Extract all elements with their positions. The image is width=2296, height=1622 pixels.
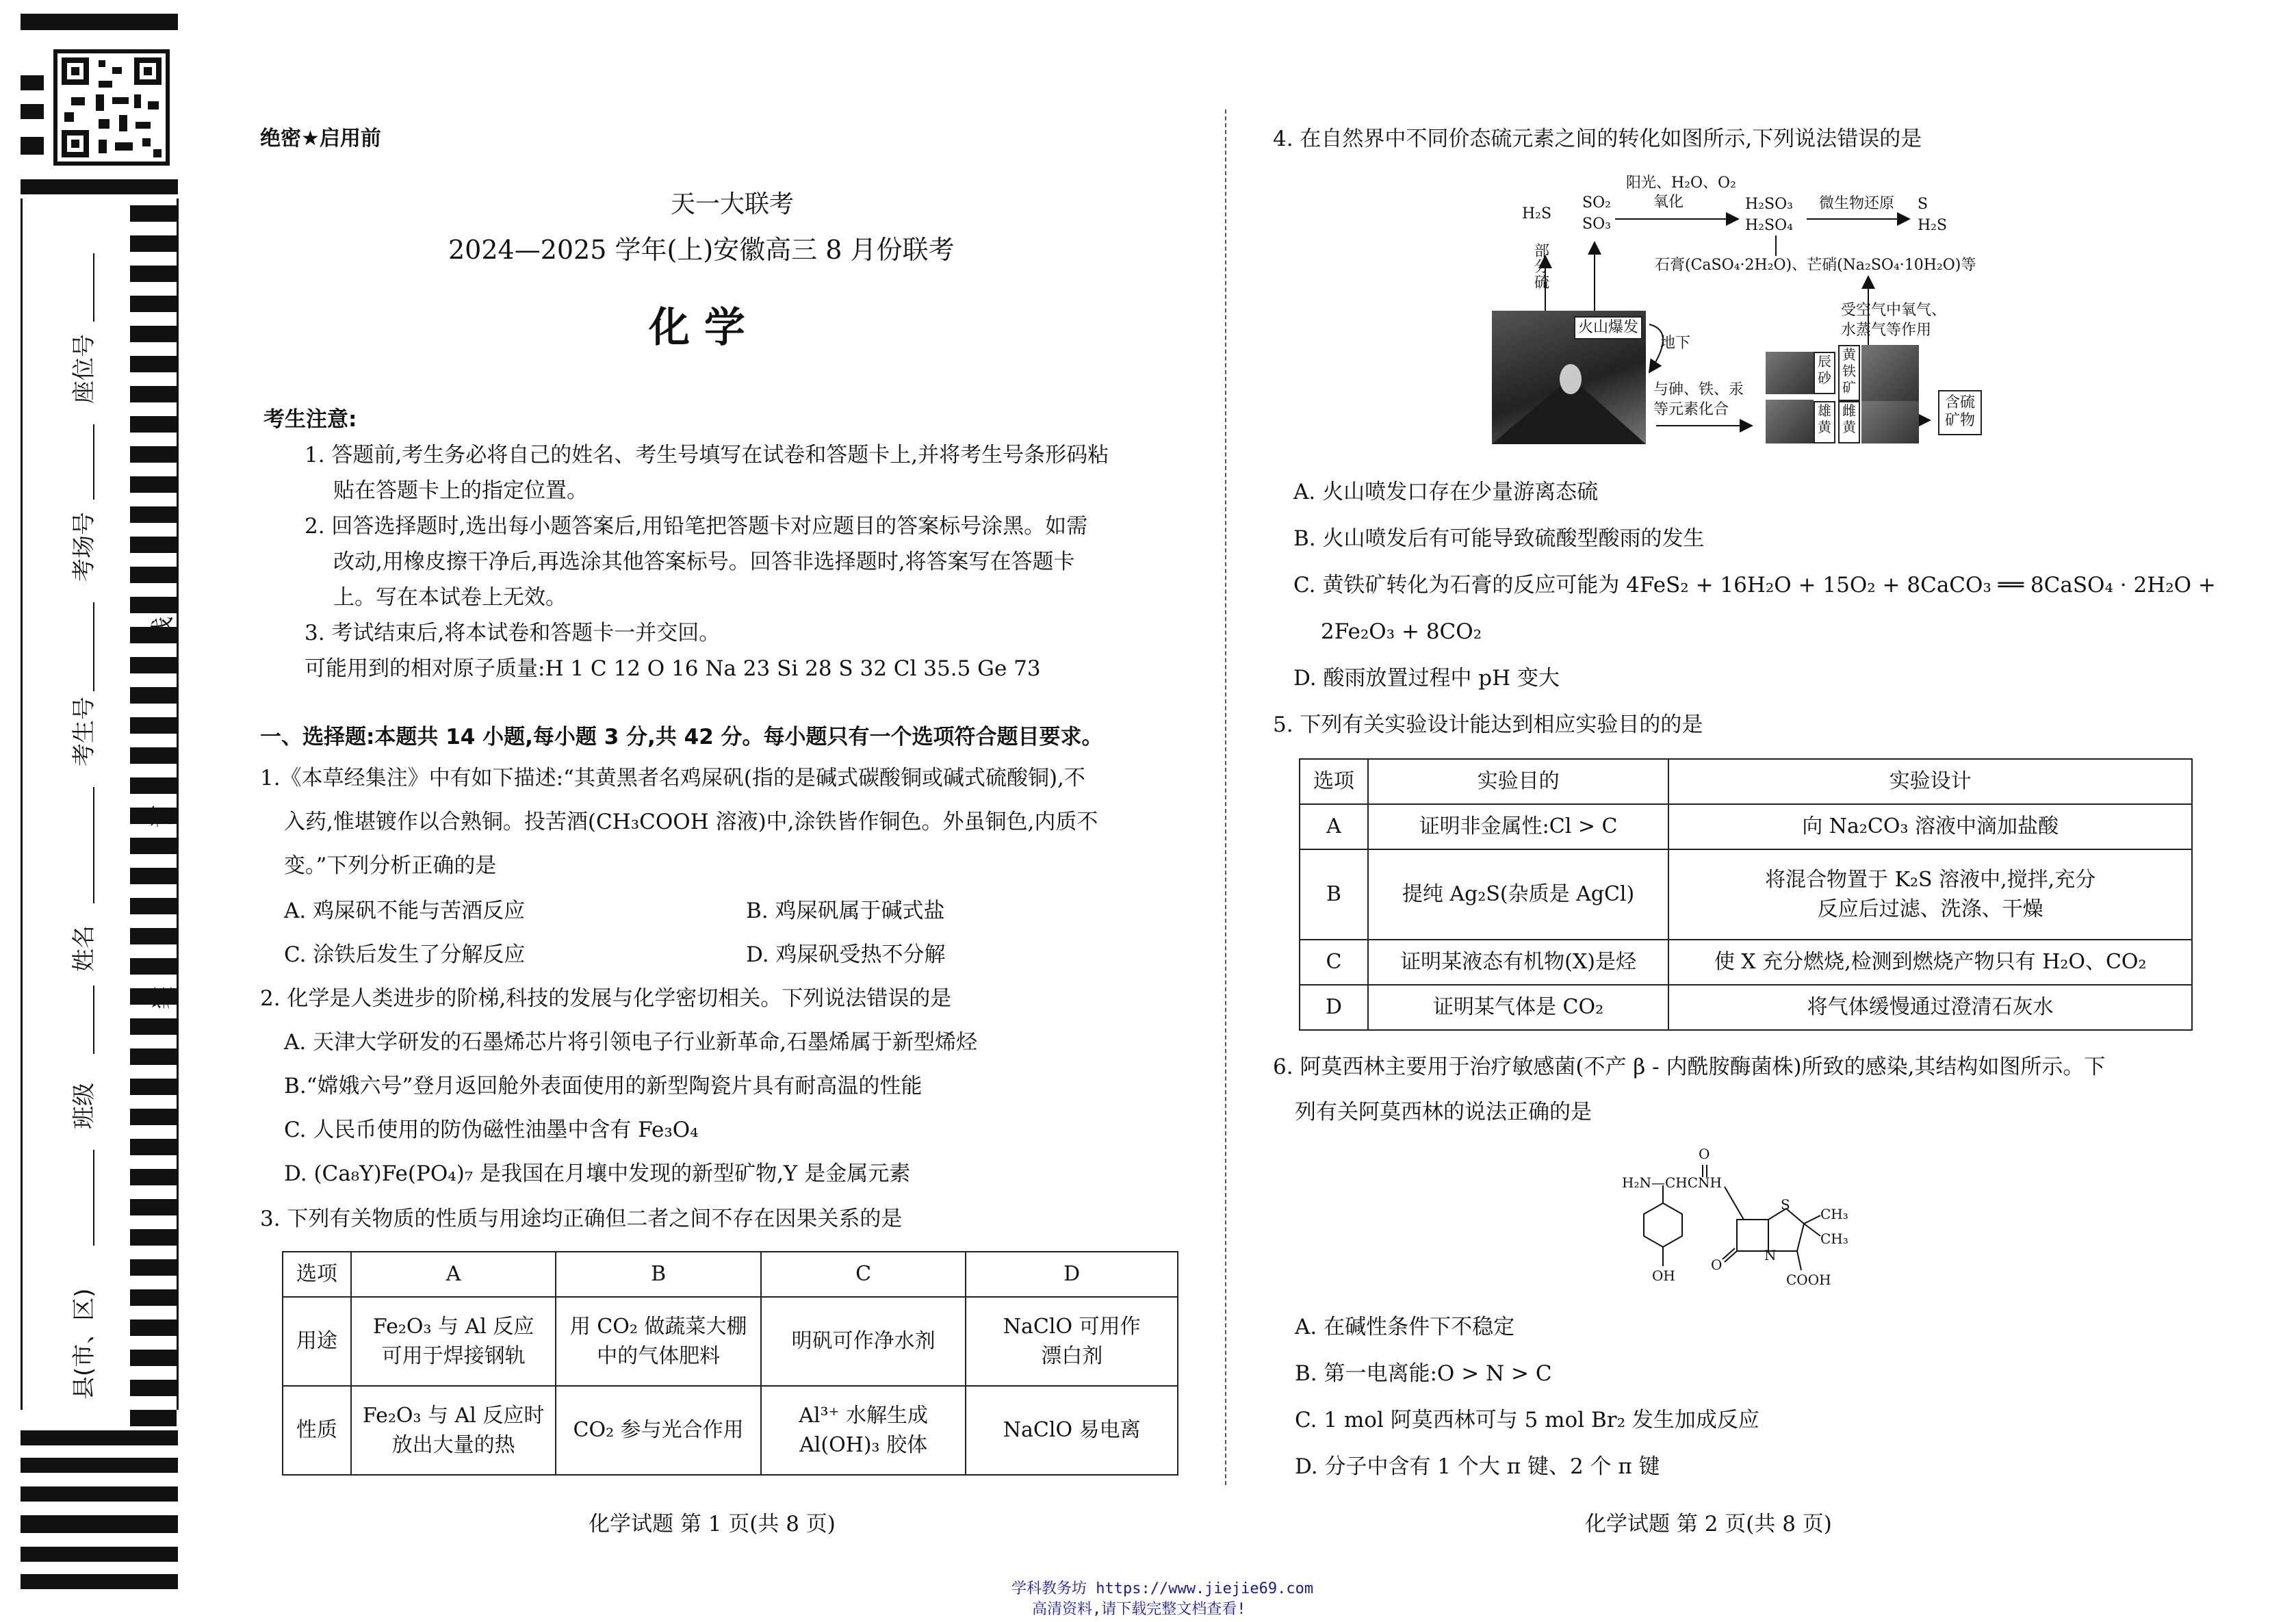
amoxicillin-structure — [1622, 1144, 1868, 1309]
q6-option-a: A. 在碱性条件下不稳定 — [1295, 1315, 1515, 1339]
binding-tick — [130, 416, 177, 433]
binding-tick — [130, 777, 177, 794]
sulfur-minerals-label: 含硫 矿物 — [1938, 390, 1982, 435]
page2-footer: 化学试题 第 2 页(共 8 页) — [1585, 1512, 1832, 1536]
binding-tick — [130, 1199, 177, 1215]
so2-so3-label: SO₂ SO₃ — [1582, 194, 1611, 233]
pyrite-photo — [1861, 345, 1919, 401]
carboxyl-group: COOH — [1786, 1272, 1831, 1288]
table-cell: 明矾可作净水剂 — [761, 1297, 966, 1386]
binding-tick — [130, 687, 177, 704]
q1-stem: 变。”下列分析正确的是 — [284, 853, 497, 878]
q1-option-a: A. 鸡屎矾不能与苦酒反应 — [284, 899, 526, 923]
notice-line: 改动,用橡皮擦干净后,再选涂其他答案标号。回答非选择题时,将答案写在答题卡 — [333, 550, 1075, 574]
binding-tick — [130, 1380, 177, 1396]
table-cell: A — [1300, 804, 1368, 849]
table-cell: 证明某液态有机物(X)是烃 — [1368, 940, 1668, 985]
table-cell: NaClO 易电离 — [966, 1386, 1178, 1475]
q1-option-b: B. 鸡屎矾属于碱式盐 — [746, 899, 945, 923]
binding-tick — [130, 506, 177, 523]
binding-tick — [130, 296, 177, 312]
sulfur-cycle-figure — [1492, 167, 2005, 454]
table-cell: 证明非金属性:Cl > C — [1368, 804, 1668, 849]
q2-option-c: C. 人民币使用的防伪磁性油墨中含有 Fe₃O₄ — [284, 1118, 699, 1142]
q2-option-b: B.“嫦娥六号”登月返回舱外表面使用的新型陶瓷片具有耐高温的性能 — [284, 1074, 923, 1098]
notice-line: 贴在答题卡上的指定位置。 — [333, 478, 588, 503]
orpiment-photo — [1861, 401, 1919, 443]
barcode-bar — [21, 14, 178, 30]
table-cell: 用途 — [283, 1297, 351, 1386]
binding-tick — [130, 838, 177, 854]
lactam-o: O — [1711, 1257, 1723, 1273]
binding-tick — [130, 1139, 177, 1155]
underground-label: 地下 — [1660, 335, 1691, 352]
binding-line — [177, 198, 179, 1410]
table-cell: 用 CO₂ 做蔬菜大棚 中的气体肥料 — [556, 1297, 760, 1386]
page-divider — [1225, 110, 1226, 1485]
barcode-bar — [21, 1430, 178, 1445]
secret-label: 绝密★启用前 — [260, 127, 381, 151]
class-label: 班级 — [70, 1083, 98, 1129]
binding-tick — [130, 1169, 177, 1185]
binding-tick — [130, 808, 177, 824]
table-header-cell: 实验设计 — [1668, 759, 2192, 804]
q2-option-d: D. (Ca₈Y)Fe(PO₄)₇ 是我国在月壤中发现的新型矿物,Y 是金属元素 — [284, 1161, 911, 1186]
arrow-condition-oxidize: 氧化 — [1653, 194, 1684, 211]
table-cell: Fe₂O₃ 与 Al 反应时 放出大量的热 — [351, 1386, 556, 1475]
binding-tick — [130, 747, 177, 764]
realgar-label: 雄 黄 — [1814, 401, 1835, 443]
fill-line — [93, 986, 94, 1054]
s-h2s-label: S H₂S — [1918, 196, 1948, 234]
binding-tick — [130, 1048, 177, 1065]
table-header-cell: D — [966, 1252, 1178, 1297]
subject-title: 化 学 — [649, 304, 745, 352]
qr-code — [53, 49, 170, 166]
q4-option-c-cont: 2Fe₂O₃ + 8CO₂ — [1321, 619, 1482, 644]
table-cell: 证明某气体是 CO₂ — [1368, 985, 1668, 1030]
binding-strip — [0, 0, 226, 1622]
binding-tick — [130, 1018, 177, 1035]
binding-tick — [130, 657, 177, 673]
hydroxyl-group: OH — [1652, 1267, 1675, 1284]
exam-title: 2024—2025 学年(上)安徽高三 8 月份联考 — [448, 235, 955, 265]
binding-tick — [130, 356, 177, 372]
binding-tick — [130, 597, 177, 613]
table-cell: NaClO 可用作 漂白剂 — [966, 1297, 1178, 1386]
watermark-note: 高清资料,请下载完整文档查看! — [1032, 1601, 1246, 1618]
table-cell: 将混合物置于 K₂S 溶液中,搅拌,充分 反应后过滤、洗涤、干燥 — [1668, 849, 2192, 940]
h2so3-h2so4-label: H₂SO₃ H₂SO₄ — [1745, 196, 1793, 234]
fill-line — [93, 1150, 94, 1246]
q1-stem: 1.《本草经集注》中有如下描述:“其黄黑者名鸡屎矾(指的是碱式碳酸铜或碱式硫酸铜),不 — [260, 766, 1085, 790]
gypsum-label: 石膏(CaSO₄·2H₂O)、芒硝(Na₂SO₄·10H₂O)等 — [1655, 257, 1976, 274]
q4-option-b: B. 火山喷发后有可能导致硫酸型酸雨的发生 — [1293, 526, 1705, 551]
barcode-bar — [21, 179, 178, 194]
carbonyl-o: O — [1699, 1146, 1710, 1162]
fill-line — [93, 253, 94, 322]
atomic-mass-line: 可能用到的相对原子质量:H 1 C 12 O 16 Na 23 Si 28 S 32 Cl 35.5 Ge 73 — [305, 656, 1041, 681]
binding-tick — [130, 1229, 177, 1246]
weathering-label: 受空气中氧气、 水蒸气等作用 — [1841, 302, 1947, 339]
binding-tick — [130, 235, 177, 252]
q2-option-a: A. 天津大学研发的石墨烯芯片将引领电子行业新革命,石墨烯属于新型烯烃 — [284, 1030, 977, 1055]
page1-footer: 化学试题 第 1 页(共 8 页) — [589, 1512, 836, 1536]
cinnabar-label: 辰 砂 — [1814, 352, 1835, 394]
notice-line: 1. 答题前,考生务必将自己的姓名、考生号填写在试卷和答题卡上,并将考生号条形码粘 — [305, 443, 1109, 467]
binding-tick — [130, 988, 177, 1005]
binding-tick — [130, 898, 177, 914]
binding-tick — [130, 1410, 177, 1426]
q4-option-c: C. 黄铁矿转化为石膏的反应可能为 4FeS₂ + 16H₂O + 15O₂ + 8CaCO₃ ══ 8CaSO₄ · 2H₂O + — [1293, 573, 2216, 597]
county-label: 县(市、区) — [70, 1288, 98, 1400]
table-cell: C — [1300, 940, 1368, 985]
table-cell: Fe₂O₃ 与 Al 反应 可用于焊接钢轨 — [351, 1297, 556, 1386]
q3-table — [282, 1251, 1178, 1476]
amine-chain: H₂N—CHCNH — [1622, 1174, 1722, 1191]
table-cell: 使 X 充分燃烧,检测到燃烧产物只有 H₂O、CO₂ — [1668, 940, 2192, 985]
fill-line — [93, 424, 94, 500]
binding-tick — [130, 1259, 177, 1276]
table-cell: 提纯 Ag₂S(杂质是 AgCl) — [1368, 849, 1668, 940]
q2-stem: 2. 化学是人类进步的阶梯,科技的发展与化学密切相关。下列说法错误的是 — [260, 986, 952, 1011]
binding-tick — [130, 567, 177, 583]
name-label: 姓名 — [70, 925, 98, 972]
q1-option-c: C. 涂铁后发生了分解反应 — [284, 942, 526, 967]
barcode-bar — [21, 1547, 178, 1562]
combine-label: 与砷、铁、汞 等元素化合 — [1653, 381, 1744, 418]
q3-stem: 3. 下列有关物质的性质与用途均正确但二者之间不存在因果关系的是 — [260, 1207, 903, 1231]
h2s-label: H₂S — [1522, 205, 1552, 222]
fill-line — [93, 787, 94, 903]
notice-line: 2. 回答选择题时,选出每小题答案后,用铅笔把答题卡对应题目的答案标号涂黑。如需 — [305, 514, 1088, 539]
binding-tick — [130, 205, 177, 222]
binding-line — [21, 198, 23, 1410]
binding-tick — [130, 386, 177, 402]
barcode-bar — [21, 1458, 178, 1473]
table-header-cell: 选项 — [1300, 759, 1368, 804]
methyl-a: CH₃ — [1820, 1206, 1848, 1222]
q6-option-b: B. 第一电离能:O > N > C — [1295, 1361, 1552, 1386]
q6-stem: 列有关阿莫西林的说法正确的是 — [1295, 1100, 1592, 1124]
exam-room-label: 考场号 — [70, 512, 98, 582]
sulfur-atom: S — [1781, 1196, 1790, 1213]
candidate-number-label: 考生号 — [70, 697, 98, 767]
table-header-cell: B — [556, 1252, 760, 1297]
binding-tick — [130, 627, 177, 643]
q1-option-d: D. 鸡屎矾受热不分解 — [746, 942, 946, 967]
notice-line: 上。写在本试卷上无效。 — [333, 585, 567, 610]
org-title: 天一大联考 — [671, 190, 795, 218]
table-header-cell: 选项 — [283, 1252, 351, 1297]
fill-line — [93, 602, 94, 691]
binding-tick — [130, 1109, 177, 1125]
section-heading: 一、选择题:本题共 14 小题,每小题 3 分,共 42 分。每小题只有一个选项符合题目要求。 — [260, 725, 1103, 749]
cinnabar-photo — [1766, 352, 1814, 394]
q4-stem: 4. 在自然界中不同价态硫元素之间的转化如图所示,下列说法错误的是 — [1273, 127, 1922, 151]
barcode-bar — [21, 104, 44, 119]
barcode-bar — [21, 1574, 178, 1589]
binding-tick — [130, 1320, 177, 1336]
barcode-bar — [21, 137, 44, 155]
binding-tick — [130, 266, 177, 282]
q5-table — [1299, 758, 2193, 1031]
binding-tick — [130, 717, 177, 734]
microbe-reduce-label: 微生物还原 — [1819, 195, 1895, 212]
q6-option-d: D. 分子中含有 1 个大 π 键、2 个 π 键 — [1295, 1454, 1660, 1479]
table-cell: Al³⁺ 水解生成 Al(OH)₃ 胶体 — [761, 1386, 966, 1475]
q5-stem: 5. 下列有关实验设计能达到相应实验目的的是 — [1273, 712, 1703, 737]
binding-tick — [130, 1350, 177, 1366]
notice-title: 考生注意: — [263, 407, 357, 432]
table-cell: CO₂ 参与光合作用 — [556, 1386, 760, 1475]
binding-tick — [130, 476, 177, 493]
binding-tick — [130, 1289, 177, 1306]
nitrogen-atom: N — [1764, 1247, 1777, 1263]
table-cell: D — [1300, 985, 1368, 1030]
table-cell: 性质 — [283, 1386, 351, 1475]
seat-number-label: 座位号 — [70, 334, 98, 404]
arrow-condition-top: 阳光、H₂O、O₂ — [1626, 175, 1736, 192]
q4-option-d: D. 酸雨放置过程中 pH 变大 — [1293, 666, 1560, 691]
table-cell: B — [1300, 849, 1368, 940]
table-header-cell: A — [351, 1252, 556, 1297]
binding-tick — [130, 958, 177, 975]
table-cell: 将气体缓慢通过澄清石灰水 — [1668, 985, 2192, 1030]
watermark-link[interactable]: 学科教务坊 https://www.jiejie69.com — [1011, 1580, 1314, 1597]
partial-sulfur-label: 部 分 硫 — [1534, 243, 1550, 292]
binding-tick — [130, 537, 177, 553]
pyrite-label: 黄 铁 矿 — [1838, 345, 1860, 401]
binding-tick — [130, 868, 177, 884]
q6-stem: 6. 阿莫西林主要用于治疗敏感菌(不产 β - 内酰胺酶菌株)所致的感染,其结构如图所示。下 — [1273, 1055, 2106, 1079]
binding-tick — [130, 446, 177, 463]
barcode-bar — [21, 1486, 178, 1502]
barcode-bar — [21, 1515, 178, 1533]
binding-tick — [130, 1079, 177, 1095]
methyl-b: CH₃ — [1820, 1231, 1848, 1247]
orpiment-label: 雌 黄 — [1838, 401, 1860, 443]
table-cell: 向 Na₂CO₃ 溶液中滴加盐酸 — [1668, 804, 2192, 849]
notice-line: 3. 考试结束后,将本试卷和答题卡一并交回。 — [305, 621, 721, 645]
table-header-cell: C — [761, 1252, 966, 1297]
realgar-photo — [1766, 400, 1814, 443]
volcano-label: 火山爆发 — [1574, 316, 1642, 339]
table-header-cell: 实验目的 — [1368, 759, 1668, 804]
barcode-bar — [21, 75, 44, 90]
q6-option-c: C. 1 mol 阿莫西林可与 5 mol Br₂ 发生加成反应 — [1295, 1408, 1759, 1432]
q1-stem: 入药,惟堪镀作以合熟铜。投苦酒(CH₃COOH 溶液)中,涂铁皆作铜色。外虽铜色,内质不 — [284, 810, 1098, 834]
q4-option-a: A. 火山喷发口存在少量游离态硫 — [1293, 480, 1599, 504]
binding-tick — [130, 326, 177, 342]
binding-tick — [130, 928, 177, 944]
